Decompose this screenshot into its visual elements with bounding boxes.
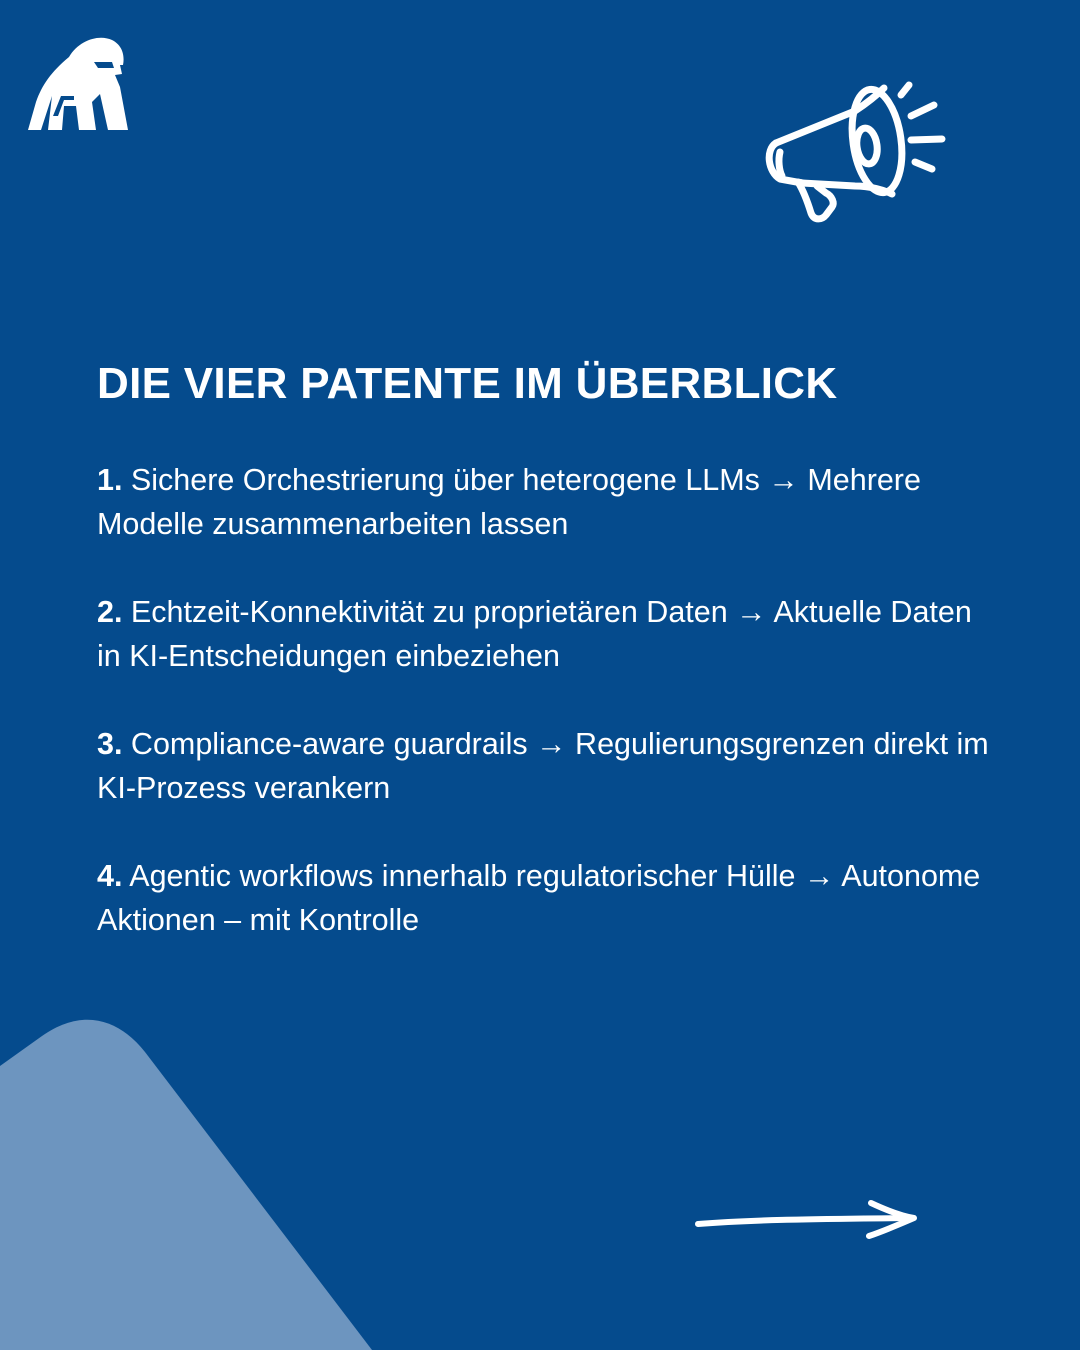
megaphone-icon	[760, 78, 955, 228]
patent-item-1	[97, 458, 997, 546]
next-slide-arrow-icon[interactable]	[692, 1196, 922, 1242]
patent-number-3: 3.	[97, 727, 123, 761]
patent-number-4: 4.	[97, 859, 123, 893]
patent-number-1: 1.	[97, 463, 123, 497]
patent-item-3	[97, 722, 997, 810]
patent-text-2: Echtzeit-Konnektivität zu proprietären Daten → Aktuelle Daten in KI-Entscheidungen einbeziehen	[97, 595, 972, 673]
patent-item-2	[97, 590, 997, 678]
patent-number-2: 2.	[97, 595, 123, 629]
page-title: DIE VIER PATENTE IM ÜBERBLICK	[97, 359, 838, 408]
patent-text-1: Sichere Orchestrierung über heterogene LLMs → Mehrere Modelle zusammenarbeiten lassen	[97, 463, 921, 541]
patent-text-3: Compliance-aware guardrails → Regulierungsgrenzen direkt im KI-Prozess verankern	[97, 727, 989, 805]
patent-list	[97, 458, 997, 986]
patent-item-4	[97, 854, 997, 942]
gorilla-logo-icon	[24, 32, 130, 136]
patent-text-4: Agentic workflows innerhalb regulatorischer Hülle → Autonome Aktionen – mit Kontrolle	[97, 859, 981, 937]
